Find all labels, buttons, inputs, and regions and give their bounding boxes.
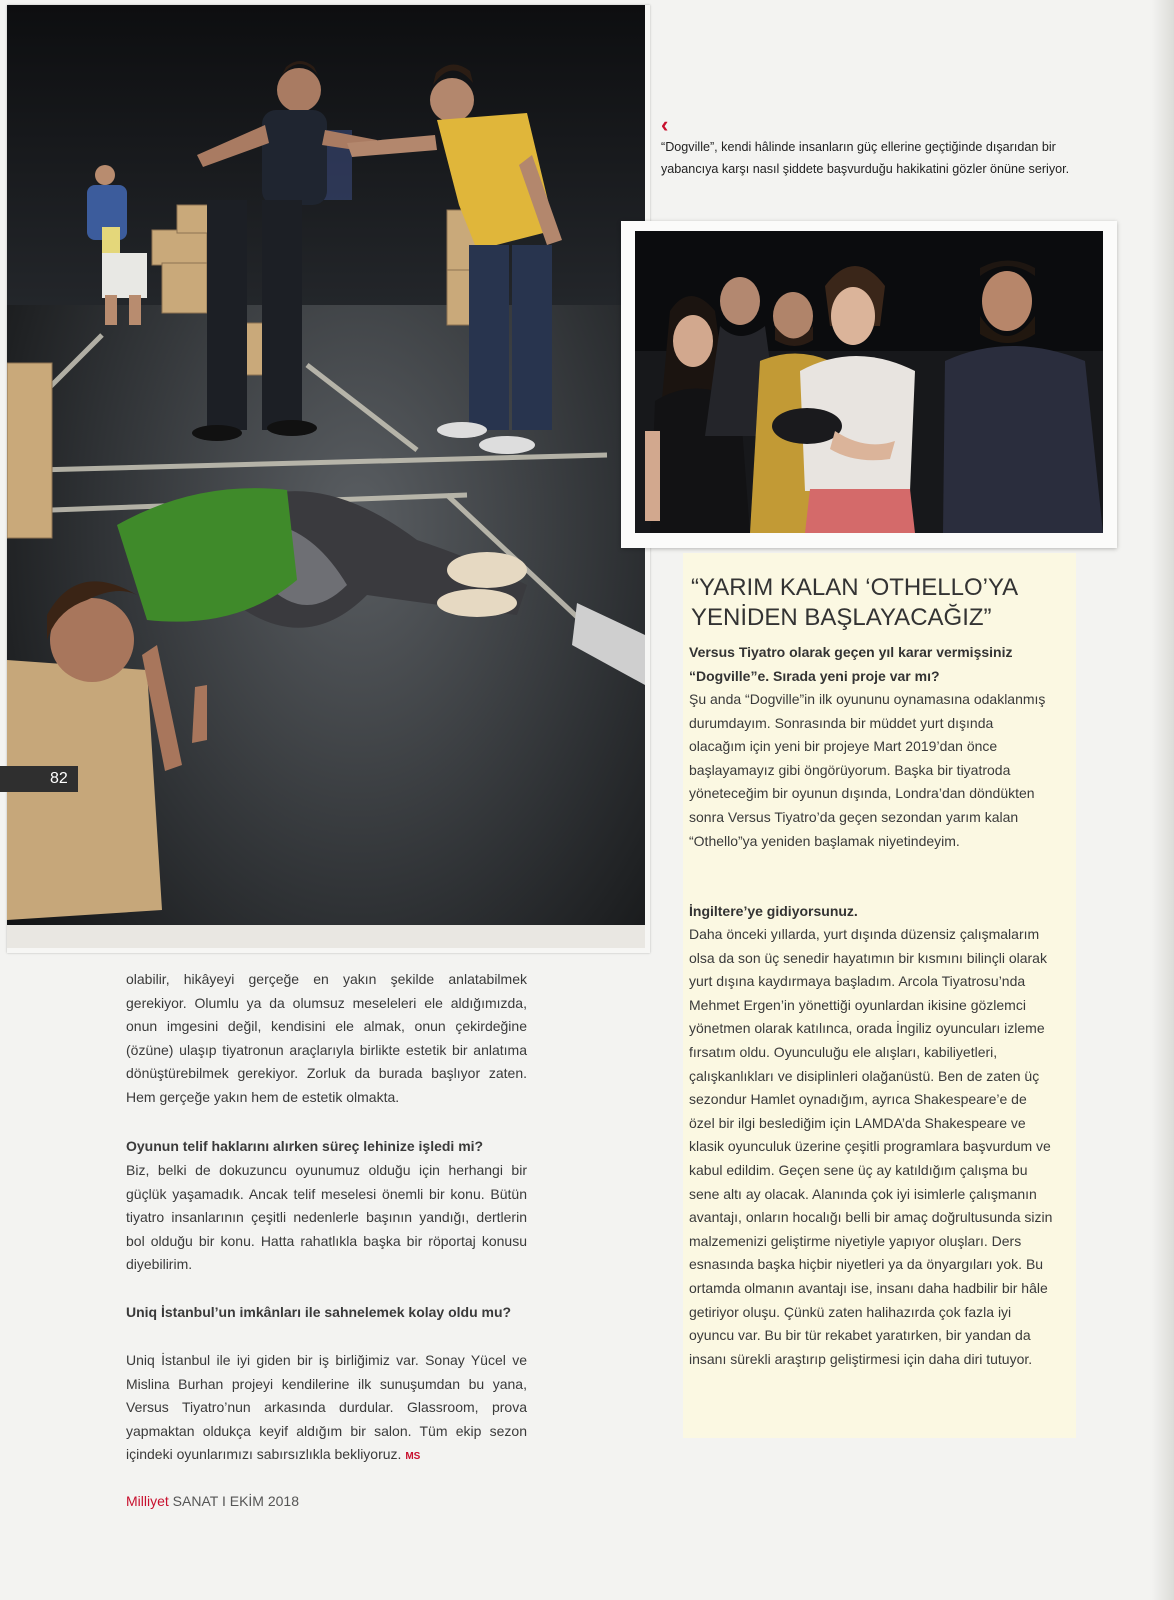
page-edge-shadow [1152, 0, 1174, 1600]
sidebar-title-line-2: YENİDEN BAŞLAYACAĞIZ” [691, 604, 992, 631]
main-photo-frame [7, 5, 650, 953]
chevron-left-icon: ‹ [661, 112, 669, 137]
left-answer-1: Biz, belki de dokuzuncu oyunumuz olduğu için herhangi bir güçlük yaşamadık. Ancak telif meselesi önemli bir konu. Bütün tiyatro insanlarının çeşitli nedenlerle başının yandığı, dertlerin bol olduğu bir konu. Hatta rahatlıkla başka bir röportaj konusu diyebilirim. [126, 1162, 527, 1273]
magazine-footer [126, 1493, 299, 1509]
sidebar-title [691, 573, 1071, 633]
sidebar-title-line-1: “YARIM KALAN ‘OTHELLO’YA [691, 574, 1019, 601]
page-number: 82 [50, 770, 68, 787]
rehearsal-photo [7, 5, 645, 948]
sidebar-answer-1: Şu anda “Dogville”in ilk oyununu oynamasına odaklanmış durumdayım. Sonrasında bir müddet yurt dışında olacağım için yeni bir projeye Mart 2019’dan önce başlayamayız gibi öngörüyorum. Başka bir tiyatroda yöneteceğim bir oyunun dışında, Londra’dan döndükten sonra Versus Tiyatro’da geçen sezondan yarım kalan “Othello”ya yeniden başlamak niyetindeyim. [689, 691, 1046, 849]
footer-issue: EKİM 2018 [229, 1493, 299, 1509]
sidebar-question-2: İngiltere’ye gidiyorsunuz. [689, 903, 858, 919]
left-answer-2 [126, 1349, 527, 1469]
cast-photo [635, 231, 1103, 533]
end-mark: MS [405, 1451, 421, 1463]
footer-separator: I [218, 1493, 230, 1509]
left-question-2: Uniq İstanbul’un imkânları ile sahnelemek kolay oldu mu? [126, 1304, 512, 1320]
left-paragraph-1: olabilir, hikâyeyi gerçeğe en yakın şekilde anlatabilmek gerekiyor. Olumlu ya da olumsuz meseleleri ele aldığımızda, onun imgesini değil, kendisini ele almak, onun çekirdeğine (özüne) ulaşıp tiyatronun araçlarıyla birlikte estetik bir anlatıma dönüştürebilmek gerekiyor. Zorluk da burada başlıyor zaten. Hem gerçeğe yakın hem de estetik olmakta. [126, 971, 527, 1105]
sidebar-question-1: Versus Tiyatro olarak geçen yıl karar vermişsiniz “Dogville”e. Sırada yeni proje var mı? [689, 644, 1013, 684]
left-question-1: Oyunun telif haklarını alırken süreç lehinize işledi mi? [126, 1138, 484, 1154]
photo-caption: “Dogville”, kendi hâlinde insanların güç ellerine geçtiğinde dışarıdan bir yabancıya karşı nasıl şiddete başvurduğu hakikatini gözler önüne seriyor. [661, 140, 1070, 176]
sidebar-answer-2: Daha önceki yıllarda, yurt dışında düzensiz çalışmalarım olsa da son üç senedir hayatımın bir kısmını bilinçli olarak yurt dışına kaydırmaya başladım. Arcola Tiyatrosu’nda Mehmet Ergen’in yönettiği oyunlardan ikisine gözlemci yönetmen olarak katılınca, orada İngiliz oyuncuları izleme fırsatım oldu. Oyunculuğu ele alışları, kabiliyetleri, çalışkanlıkları ve disiplinleri olağanüstü. Ben de zaten üç sezondur Hamlet oynadığım, ayrıca Shakespeare’e de özel bir ilgi beslediğim için LAMDA’da Shakespeare ve klasik oyunculuk üzerine çeşitli programlara başvurdum ve kabul edildim. Geçen sene üç ay katıldığım çalışma bu sene altı ay olacak. Alanında çok iyi isimlerle çalışmanın avantajı, onların hocalığı belli bir amaç doğrultusunda sizin malzemenizi geliştirme niyetiyle yapıyor oluşları. Ders esnasında başka hiçbir niyetleri ya da önyargıları yok. Bu ortamda olmanın avantajı ise, insanı daha hadbilir bir hâle getiriyor oluşu. Çünkü zaten halihazırda çok fazla iyi oyuncu var. Bu bir tür rekabet yaratırken, bir yandan da insanı sürekli araştırıp geliştirmesi için daha diri tutuyor. [689, 926, 1053, 1367]
secondary-photo-frame [621, 221, 1117, 548]
left-answer-2-text: Uniq İstanbul ile iyi giden bir iş birliğimiz var. Sonay Yücel ve Mislina Burhan projeyi kendilerine ilk sunuşumdan bu yana, Versus Tiyatro’nun arkasında durdular. Glassroom, prova yapmaktan oldukça keyif aldığım bir salon. Tüm ekip sezon içindeki oyunlarımızı sabırsızlıkla bekliyoruz. [126, 1352, 527, 1463]
footer-brand: Milliyet [126, 1493, 169, 1509]
footer-magazine: SANAT [168, 1493, 219, 1509]
